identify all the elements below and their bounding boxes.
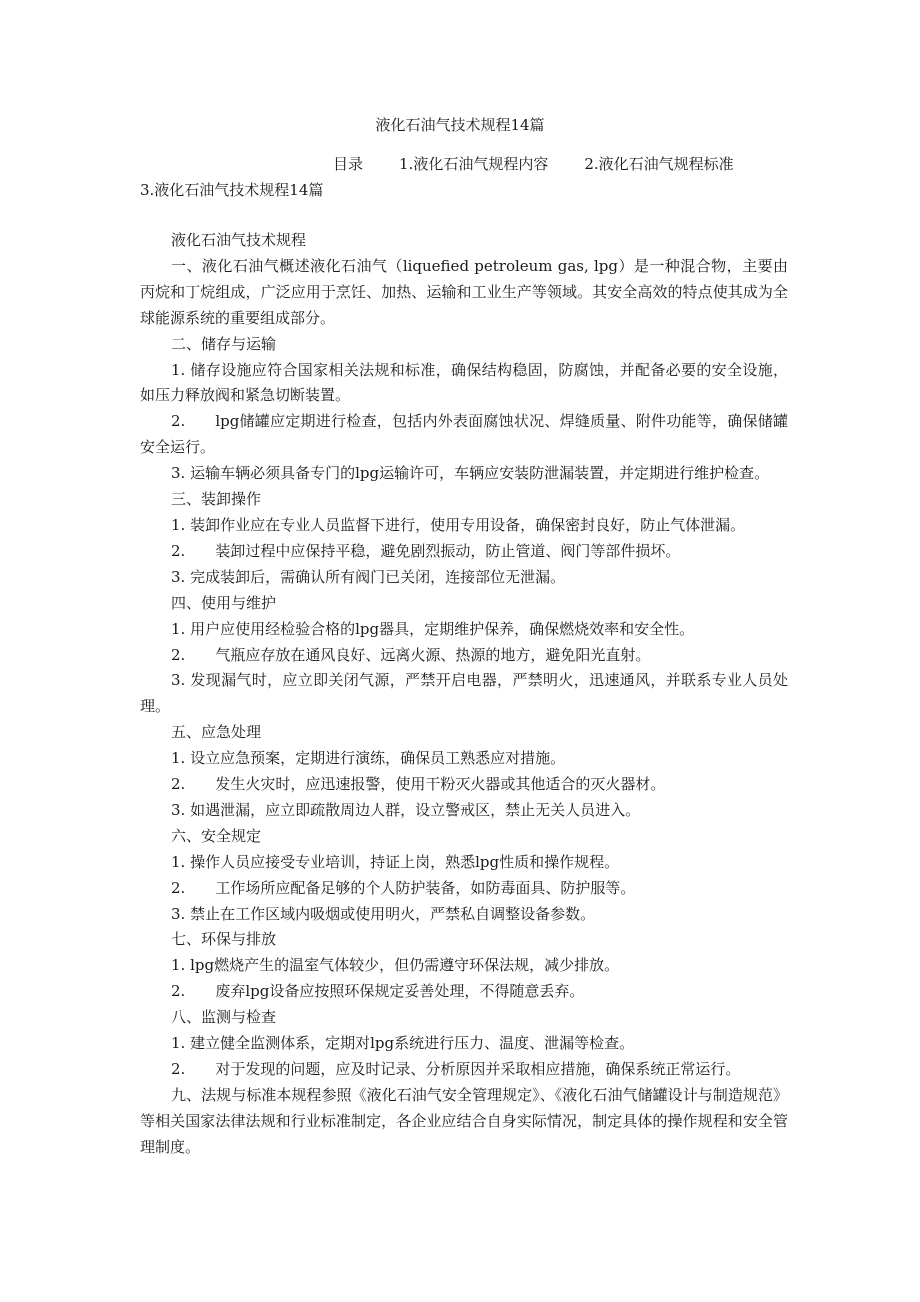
article-title: 液化石油气技术规程 [171,231,307,249]
list-item [140,979,788,1005]
item-text: 发生火灾时，应迅速报警，使用干粉灭火器或其他适合的灭火器材。 [215,775,666,794]
item-number: 1. [171,749,186,768]
document-body [140,228,788,1161]
item-text: 储存设施应符合国家相关法规和标准，确保结构稳固，防腐蚀，并配备必要的安全设施，如压力释放阀和紧急切断装置。 [140,360,788,405]
item-text: 建立健全监测体系，定期对lpg系统进行压力、温度、泄漏等检查。 [190,1034,635,1053]
item-text: 发现漏气时，应立即关闭气源，严禁开启电器，严禁明火，迅速通风，并联系专业人员处理。 [140,671,788,716]
list-item [140,358,788,410]
item-number: 2. [171,982,186,1001]
list-item [140,617,788,643]
list-item [140,409,788,461]
item-number: 1. [171,852,186,871]
document-title: 液化石油气技术规程14篇 [375,116,545,134]
toc-item-2[interactable]: 2.液化石油气规程标准 [584,155,734,173]
list-item [140,953,788,979]
list-item [140,643,788,669]
item-number: 1. [171,956,186,975]
item-text: 如遇泄漏，应立即疏散周边人群，设立警戒区，禁止无关人员进入。 [190,800,641,819]
item-number: 2. [171,775,186,794]
list-item [140,876,788,902]
item-number: 2. [171,541,186,560]
item-number: 1. [171,515,186,534]
section-paragraph: 九、法规与标准本规程参照《液化石油气安全管理规定》、《液化石油气储罐设计与制造规范》等相关国家法律法规和行业标准制定，各企业应结合自身实际情况，制定具体的操作规程和安全管理制度。 [140,1085,788,1156]
section-heading: 六、安全规定 [171,826,262,845]
item-text: 气瓶应存放在通风良好、远离火源、热源的地方，避免阳光直射。 [215,645,651,664]
item-text: lpg储罐应定期进行检查，包括内外表面腐蚀状况、焊缝质量、附件功能等，确保储罐安全运行。 [140,412,788,457]
list-item [140,461,788,487]
item-text: 运输车辆必须具备专门的lpg运输许可，车辆应安装防泄漏装置，并定期进行维护检查。 [190,464,770,483]
list-item [140,565,788,591]
item-text: 废弃lpg设备应按照环保规定妥善处理，不得随意丢弃。 [215,982,585,1001]
item-number: 2. [171,412,186,431]
section-paragraph: 一、液化石油气概述液化石油气（liquefied petroleum gas, lpg）是一种混合物，主要由丙烷和丁烷组成，广泛应用于烹饪、加热、运输和工业生产等领域。其安全高效的特点使其成为全球能源系统的重要组成部分。 [140,256,788,327]
table-of-contents [140,151,790,203]
item-number: 1. [171,619,186,638]
paragraph-list [140,254,788,1161]
toc-label: 目录 [333,155,364,173]
item-text: lpg燃烧产生的温室气体较少，但仍需遵守环保法规，减少排放。 [190,956,620,975]
section-heading: 七、环保与排放 [171,930,277,949]
section-heading: 二、储存与运输 [171,334,277,353]
item-number: 3. [171,904,186,923]
item-number: 2. [171,1060,186,1078]
item-number: 1. [171,360,186,379]
item-number: 1. [171,1034,186,1053]
list-item [140,772,788,798]
list-item [140,1031,788,1057]
toc-item-3[interactable]: 3.液化石油气技术规程14篇 [140,181,324,199]
item-number: 3. [171,800,186,819]
list-item [140,513,788,539]
item-text: 完成装卸后，需确认所有阀门已关闭，连接部位无泄漏。 [190,567,566,586]
list-item [140,1057,788,1083]
list-item [140,798,788,824]
item-text: 对于发现的问题，应及时记录、分析原因并采取相应措施，确保系统正常运行。 [215,1060,741,1078]
item-text: 操作人员应接受专业培训，持证上岗，熟悉lpg性质和操作规程。 [190,852,620,871]
item-number: 3. [171,671,186,690]
section-heading: 四、使用与维护 [171,593,277,612]
list-item [140,746,788,772]
item-number: 3. [171,464,186,483]
item-text: 装卸作业应在专业人员监督下进行，使用专用设备，确保密封良好，防止气体泄漏。 [190,515,746,534]
item-number: 2. [171,645,186,664]
section-heading: 五、应急处理 [171,723,262,742]
section-heading: 八、监测与检查 [171,1008,277,1027]
item-number: 3. [171,567,186,586]
toc-item-1[interactable]: 1.液化石油气规程内容 [399,155,549,173]
item-number: 2. [171,878,186,897]
item-text: 装卸过程中应保持平稳，避免剧烈振动，防止管道、阀门等部件损坏。 [215,541,681,560]
item-text: 用户应使用经检验合格的lpg器具，定期维护保养，确保燃烧效率和安全性。 [190,619,695,638]
list-item [140,668,788,720]
list-item [140,850,788,876]
list-item [140,902,788,928]
section-heading: 三、装卸操作 [171,490,262,509]
item-text: 禁止在工作区域内吸烟或使用明火，严禁私自调整设备参数。 [190,904,596,923]
item-text: 工作场所应配备足够的个人防护装备，如防毒面具、防护服等。 [215,878,636,897]
list-item [140,539,788,565]
item-text: 设立应急预案，定期进行演练，确保员工熟悉应对措施。 [190,749,566,768]
